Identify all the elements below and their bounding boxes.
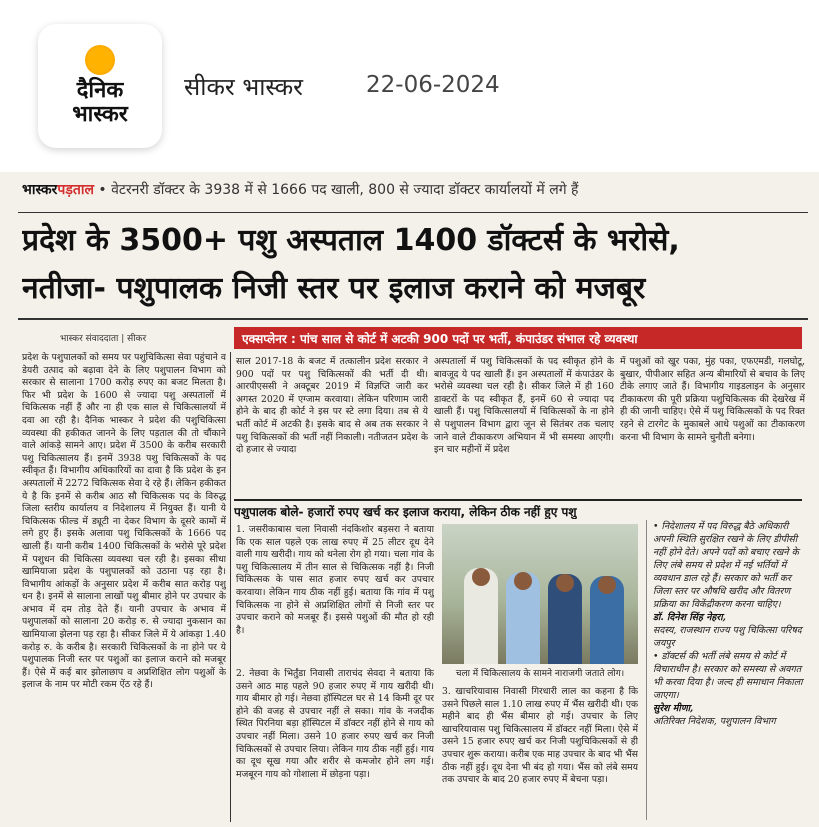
article-kicker (22, 180, 812, 199)
explainer-banner: एक्सप्लेनर : पांच साल से कोर्ट में अटकी 900 पदों पर भर्ती, कंपाउंडर संभाल रहे व्यवस्था (234, 327, 802, 349)
kicker-text: • वेटरनरी डॉक्टर के 3938 में से 1666 पद खाली, 800 से ज्यादा डॉक्टर कार्यालयों में लगे हैं (98, 182, 579, 198)
quote-2: • डॉक्टर्स की भर्ती लंबे समय से कोर्ट में विचाराधीन है। सरकार को समस्या से अवगत भी करवा दिया है। जल्द ही समाधान निकाला जाएगा। (653, 651, 803, 701)
divider (18, 318, 808, 320)
explainer-column-3: में पशुओं को खुर पका, मुंह पका, एफएमडी, गलघोटू, बुखार, पीपीआर सहित अन्य बीमारियों से बचाव के लिए टीके लगाए जाते हैं। विभागीय गाइडलाइन के अनुसार टीकाकरण की पूरी प्रक्रिया पशुचिकित्सक की देखरेख में ही की जानी चाहिए। ऐसे में पशु चिकित्सकों के पद रिक्त रहने से टारगेट के मुकाबले आधे पशुओं का टीकाकरण करना भी विभाग के सामने चुनौती बनेगा। (620, 356, 805, 443)
quotes-sidebar (646, 520, 804, 820)
farmers-subheading: पशुपालक बोले- हजारों रुपए खर्च कर इलाज कराया, लेकिन ठीक नहीं हुए पशु (234, 499, 802, 519)
edition-name: सीकर भास्कर (184, 73, 303, 101)
farmer-case-2: 2. नेछवा के भिर्तुंडा निवासी ताराचंद सेवदा ने बताया कि उसने आठ माह पहले 90 हजार रुपए में गाय खरीदी थी। गाय बीमार हो गई। नेछवा हॉस्पिटल घर से 14 किमी दूर पर होने की वजह से उपचार नहीं ले सका। गांव के नजदीक स्थित पिरनिया बड़ा हॉस्पिटल में डॉक्टर नहीं होने से गाय को उपचार नहीं मिला। उसने 10 हजार रुपए खर्च कर निजी चिकित्सकों से उपचार लिया। लेकिन गाय ठीक नहीं हुई। गाय का दूध सूख गया और शरीर से कमजोर होने लग गई। मजबूरन गाय को गोशाला में छोड़ना पड़ा। (236, 668, 434, 780)
photo-caption: चला में चिकित्सालय के सामने नाराजगी जताते लोग। (455, 669, 625, 679)
headline-line2: नतीजा- पशुपालक निजी स्तर पर इलाज कराने को मजबूर (22, 271, 646, 306)
quote-1: • निदेशालय में पद विरुद्ध बैठे अधिकारी अपनी स्थिति सुरक्षित रखने के लिए डीपीसी नहीं होने देते। अपने पदों को बचाए रखने के लिए लंबे समय से प्रदेश में नई भर्तियों में व्यवधान डाल रहे हैं। सरकार को भर्ती कर जिला स्तर पर औषधि खरीद और वितरण प्रक्रिया का विकेंद्रीकरण करना चाहिए। (653, 521, 799, 610)
protest-photo (442, 524, 638, 664)
person-figure (464, 568, 498, 664)
logo-line1: दैनिक (76, 78, 124, 103)
quote-2-role: अतिरिक्त निदेशक, पशुपालन विभाग (653, 716, 776, 727)
explainer-column-1: साल 2017-18 के बजट में तत्कालीन प्रदेश सरकार ने 900 पदों पर पशु चिकित्सकों की भर्ती दी थी। आरपीएससी ने अक्टूबर 2019 में विज्ञप्ति जारी कर अगस्त 2020 में एग्जाम करवाया। लेकिन परिणाम जारी होने के बाद ही कोर्ट ने इस पर स्टे लगा दिया। तब से ये भर्ती कोर्ट में अटकी है। इसके बाद से अब तक सरकार ने पशु चिकित्सकों की भर्ती नहीं निकाली। नतीजतन प्रदेश के दो हजार से ज्यादा (236, 356, 428, 456)
kicker-brand: भास्कर (22, 182, 58, 198)
farmer-case-3: 3. खाचरियावास निवासी गिरधारी लाल का कहना है कि उसने पिछले साल 1.10 लाख रुपए में भैंस खरीदी थी। एक महीने बाद ही भैंस बीमार हो गई। उपचार के लिए खाचरियावास पशु चिकित्सालय में डॉक्टर नहीं मिला। ऐसे में उसने 15 हजार रुपए खर्च कर निजी पशुचिकित्सकों से ही उपचार शुरू कराया। करीब एक माह उपचार के बाद भी भैंस ठीक नहीं हुई। दूध देना भी बंद हो गया। भैंस को लंबे समय तक उपचार के बाद 20 हजार रुपए में बेचना पड़ा। (442, 686, 638, 786)
person-figure (548, 574, 582, 664)
byline: भास्कर संवाददाता | सीकर (60, 334, 147, 344)
sun-icon (85, 45, 115, 75)
page-header (0, 0, 819, 170)
person-figure (590, 576, 624, 664)
kicker-brand-red: पड़ताल (57, 182, 94, 198)
quote-1-author: डॉ. दिनेश सिंह नेहरा, (653, 612, 726, 623)
divider (230, 352, 231, 822)
explainer-column-2: अस्पतालों में पशु चिकित्सकों के पद स्वीकृत होने के बावजूद ये पद खाली हैं। इन अस्पतालों में कंपाउंडर के भरोसे व्यवस्था चल रही है। सीकर जिले में ही 160 डाक्टरों के पद स्वीकृत हैं, इनमें 60 से ज्यादा पद खाली हैं। पशु चिकित्सालयों में चिकित्सकों के ना होने से पशुपालन विभाग द्वारा जून से सितंबर तक चलाए जाने वाले टीकाकरण अभियान में भी समस्या आएगी। इन चार महीनों में प्रदेश (434, 356, 614, 456)
dainik-bhaskar-logo[interactable] (38, 24, 162, 148)
person-figure (506, 572, 540, 664)
headline-line1: प्रदेश के 3500+ पशु अस्पताल 1400 डॉक्टर्स के भरोसे, (22, 223, 680, 258)
divider (18, 212, 808, 213)
quote-1-role: सदस्य, राजस्थान राज्य पशु चिकित्सा परिषद जयपुर (653, 625, 802, 649)
quote-2-author: सुरेश मीणा, (653, 703, 694, 714)
article-column-1: प्रदेश के पशुपालकों को समय पर पशुचिकित्सा सेवा पहुंचाने व डेयरी उत्पाद को बढ़ावा देने के लिए पशुपालन विभाग को सरकार से सालाना 1700 करोड़ रुपए का बजट मिलता है। फिर भी प्रदेश के 1600 से ज्यादा पशु अस्पतालों में चिकित्सक नहीं हैं और ना ही एक साल से चिकित्सालयों में दवा आ रही है। दैनिक भास्कर ने प्रदेश की पशुचिकित्सा व्यवस्था की हकीकत जानने के लिए पड़ताल की तो चौंकाने वाले आंकड़े सामने आए। प्रदेश में 3500 के करीब सरकारी पशु चिकित्सालय हैं। इनमें 3938 पशु चिकित्सकों के पद स्वीकृत हैं। विभागीय अधिकारियों का दावा है कि प्रदेश के इन अस्पतालों में 2272 चिकित्सक सेवा दे रहे हैं। लेकिन हकीकत ये है कि इनमें से करीब आठ सौ चिकित्सक पद के विरुद्ध जिला स्तरीय कार्यालय व निदेशालय में नियुक्त हैं। यानी ये चिकित्सक फील्ड में ड्यूटी ना देकर विभाग के दूसरे कामों में लगे हुए हैं। इसके अलावा पशु चिकित्सकों के 1666 पद खाली हैं। यानी करीब 1400 चिकित्सकों के भरोसे पूरे प्रदेश में पशुधन की चिकित्सा व्यवस्था चल रही है। इसका सीधा खामियाजा प्रदेश के पशुपालकों को उठाना पड़ रहा है। विभागीय आंकड़ों के अनुसार प्रदेश में करीब सात करोड़ पशु धन है। इनमें से सालाना लाखों पशु बीमार होने पर उपचार के अभाव में दम तोड़ देते हैं। यानी उपचार के अभाव में पशुपालकों को सालाना 20 करोड़ रु. से ज्यादा नुकसान का खामियाजा झेलना पड़ रहा है। सीकर जिले में ये आंकड़ा 1.40 करोड़ रु. के करीब है। सरकारी चिकित्सकों के ना होने पर ये पशुपालक निजी स्तर पर पशुओं का इलाज कराने को मजबूर हैं। ऐसे में कई बार झोलाछाप व अप्रशिक्षित लोग पशुओं के इलाज के नाम पर मोटी रकम ऐंठ रहे हैं। (22, 352, 226, 691)
edition-date: 22-06-2024 (366, 72, 500, 98)
logo-line2: भास्कर (72, 102, 128, 127)
farmer-case-1: 1. जसरीकाबास चला निवासी नंदकिशोर बड़सरा ने बताया कि एक साल पहले एक लाख रुपए में 25 लीटर दूध देने वाली गाय खरीदी। गाय को थनेला रोग हो गया। चला गांव के पशु चिकित्सालय में तीन साल से चिकित्सक नहीं है। निजी चिकित्सक के पास सात हजार रुपए खर्च कर उपचार करवाया। लेकिन गाय ठीक नहीं हुई। बताया कि गांव में पशु चिकित्सक ना होने से अप्रशिक्षित लोगों से निजी स्तर पर उपचार कराने को मजबूर हैं। इससे पशुओं की मौत हो रही है। (236, 524, 434, 636)
